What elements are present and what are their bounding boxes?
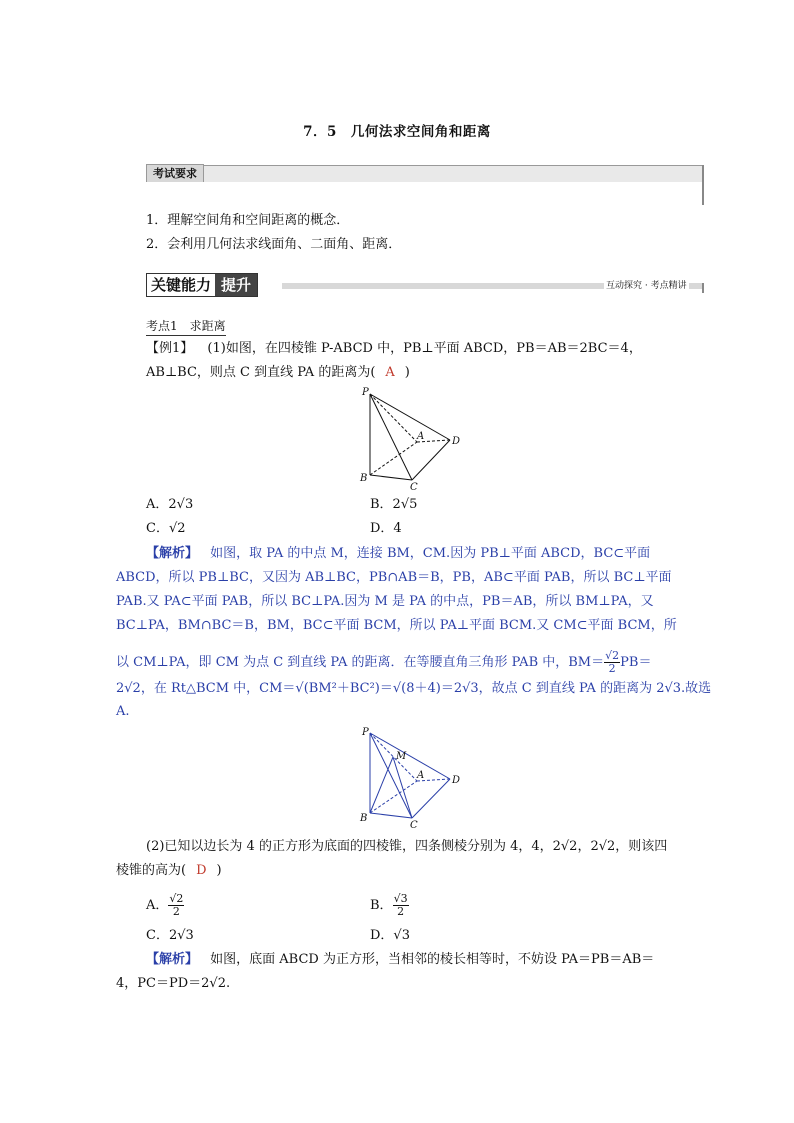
q2-option-c: C．2√3 — [146, 928, 194, 943]
figure-pyramid-1 — [355, 382, 470, 492]
fig1-label-b: B — [360, 473, 368, 484]
analysis-line-2: ABCD，所以 PB⊥BC，又因为 AB⊥BC，PB∩AB＝B，PB，AB⊂平面 PAB，所以 BC⊥平面 — [116, 570, 672, 585]
bm-frac-den: 2 — [608, 662, 616, 675]
analysis2-text-1: 如图，底面 ABCD 为正方形，当相邻的棱长相等时，不妨设 PA＝PB＝AB＝ — [210, 952, 655, 967]
requirements-tab: 考试要求 — [146, 164, 204, 182]
option-c: C．√2 — [146, 521, 186, 536]
q1-text-1: (1)如图，在四棱锥 P-ABCD 中，PB⊥平面 ABCD，PB＝AB＝2BC＝4， — [207, 341, 642, 356]
q2-option-b-frac — [393, 893, 409, 918]
analysis2-line-1 — [146, 951, 654, 969]
example-label: 【例1】 — [146, 341, 194, 356]
analysis-text-5b: PB＝ — [620, 655, 652, 670]
q2-option-b-num: √3 — [393, 892, 408, 905]
q2-option-a-frac — [168, 893, 184, 918]
q2-text: 棱锥的高为( — [116, 863, 187, 878]
q2-option-b-den: 2 — [397, 905, 405, 918]
fig2-label-d: D — [452, 775, 461, 786]
fig2-label-a: A — [417, 770, 425, 781]
option-d: D．4 — [370, 521, 402, 536]
bm-fraction — [604, 650, 620, 675]
q2-option-a-den: 2 — [172, 905, 180, 918]
requirement-item-2: 2．会利用几何法求线面角、二面角、距离． — [146, 237, 402, 252]
q2-line-1: (2)已知以边长为 4 的正方形为底面的四棱锥，四条侧棱分别为 4，4，2√2，2√2，则该四 — [146, 839, 668, 854]
analysis-line-4: BC⊥PA，BM∩BC＝B，BM，BC⊂平面 BCM，所以 PA⊥平面 BCM.又 CM⊂平面 BCM，所 — [116, 618, 677, 633]
section-label: 关键能力 — [151, 276, 212, 294]
fig2-label-b: B — [360, 813, 368, 824]
q1-text-2: AB⊥BC，则点 C 到直线 PA 的距离为( — [146, 365, 376, 380]
q2-option-d: D．√3 — [370, 928, 410, 943]
q2-option-b-prefix: B． — [370, 898, 393, 913]
fig2-label-c: C — [410, 820, 418, 830]
option-b: B．2√5 — [370, 497, 418, 512]
q2-line-2 — [116, 862, 222, 880]
example1-q1-line1 — [146, 340, 642, 358]
q2-option-a-num: √2 — [169, 892, 184, 905]
option-a: A．2√3 — [146, 497, 194, 512]
q2-option-a-prefix: A． — [146, 898, 169, 913]
requirement-item-1: 1．理解空间角和空间距离的概念． — [146, 213, 350, 228]
q2-option-b — [370, 893, 409, 918]
q2-option-a — [146, 893, 184, 918]
analysis-line-3: PAB.又 PA⊂平面 PAB，所以 BC⊥PA.因为 M 是 PA 的中点，PB＝AB，所以 BM⊥PA，又 — [116, 594, 654, 609]
fig2-label-p: P — [362, 727, 369, 738]
analysis-text-1: 如图，取 PA 的中点 M，连接 BM，CM.因为 PB⊥平面 ABCD，BC⊂平面 — [210, 546, 651, 561]
requirements-bar — [146, 165, 704, 182]
analysis-line-7: A. — [116, 704, 130, 719]
section-edge — [702, 283, 704, 293]
requirements-border — [702, 165, 704, 205]
fig1-label-a: A — [417, 431, 425, 442]
bm-frac-num: √2 — [605, 649, 620, 662]
analysis-line-6: 2√2，在 Rt△BCM 中，CM＝√(BM²＋BC²)＝√(8＋4)＝2√3，故点 C 到直线 PA 的距离为 2√3.故选 — [116, 681, 712, 696]
section-note: 互动探究 · 考点精讲 — [604, 278, 689, 291]
section-heading — [146, 273, 258, 297]
fig2-label-m: M — [396, 751, 407, 762]
analysis-line-1 — [146, 545, 650, 563]
analysis2-line-2: 4，PC＝PD＝2√2. — [116, 976, 231, 991]
page-title: 7．5 几何法求空间角和距离 — [303, 124, 491, 140]
topic-heading: 考点1 求距离 — [146, 317, 226, 336]
q1-answer: A — [385, 365, 395, 380]
q2-answer: D — [196, 863, 207, 878]
example1-q1-line2 — [146, 364, 410, 382]
fig1-label-d: D — [452, 436, 461, 447]
q2-close: ) — [216, 863, 222, 878]
fig1-label-p: P — [362, 387, 369, 398]
section-label-highlight: 提升 — [215, 274, 257, 296]
analysis2-tag: 【解析】 — [146, 952, 199, 967]
analysis-line-5 — [116, 650, 651, 675]
figure-pyramid-2 — [355, 725, 470, 830]
analysis-tag: 【解析】 — [146, 546, 199, 561]
q1-close: ) — [404, 365, 410, 380]
analysis-text-5: 以 CM⊥PA，即 CM 为点 C 到直线 PA 的距离．在等腰直角三角形 PAB 中，BM＝ — [116, 655, 605, 670]
fig1-label-c: C — [410, 482, 418, 492]
